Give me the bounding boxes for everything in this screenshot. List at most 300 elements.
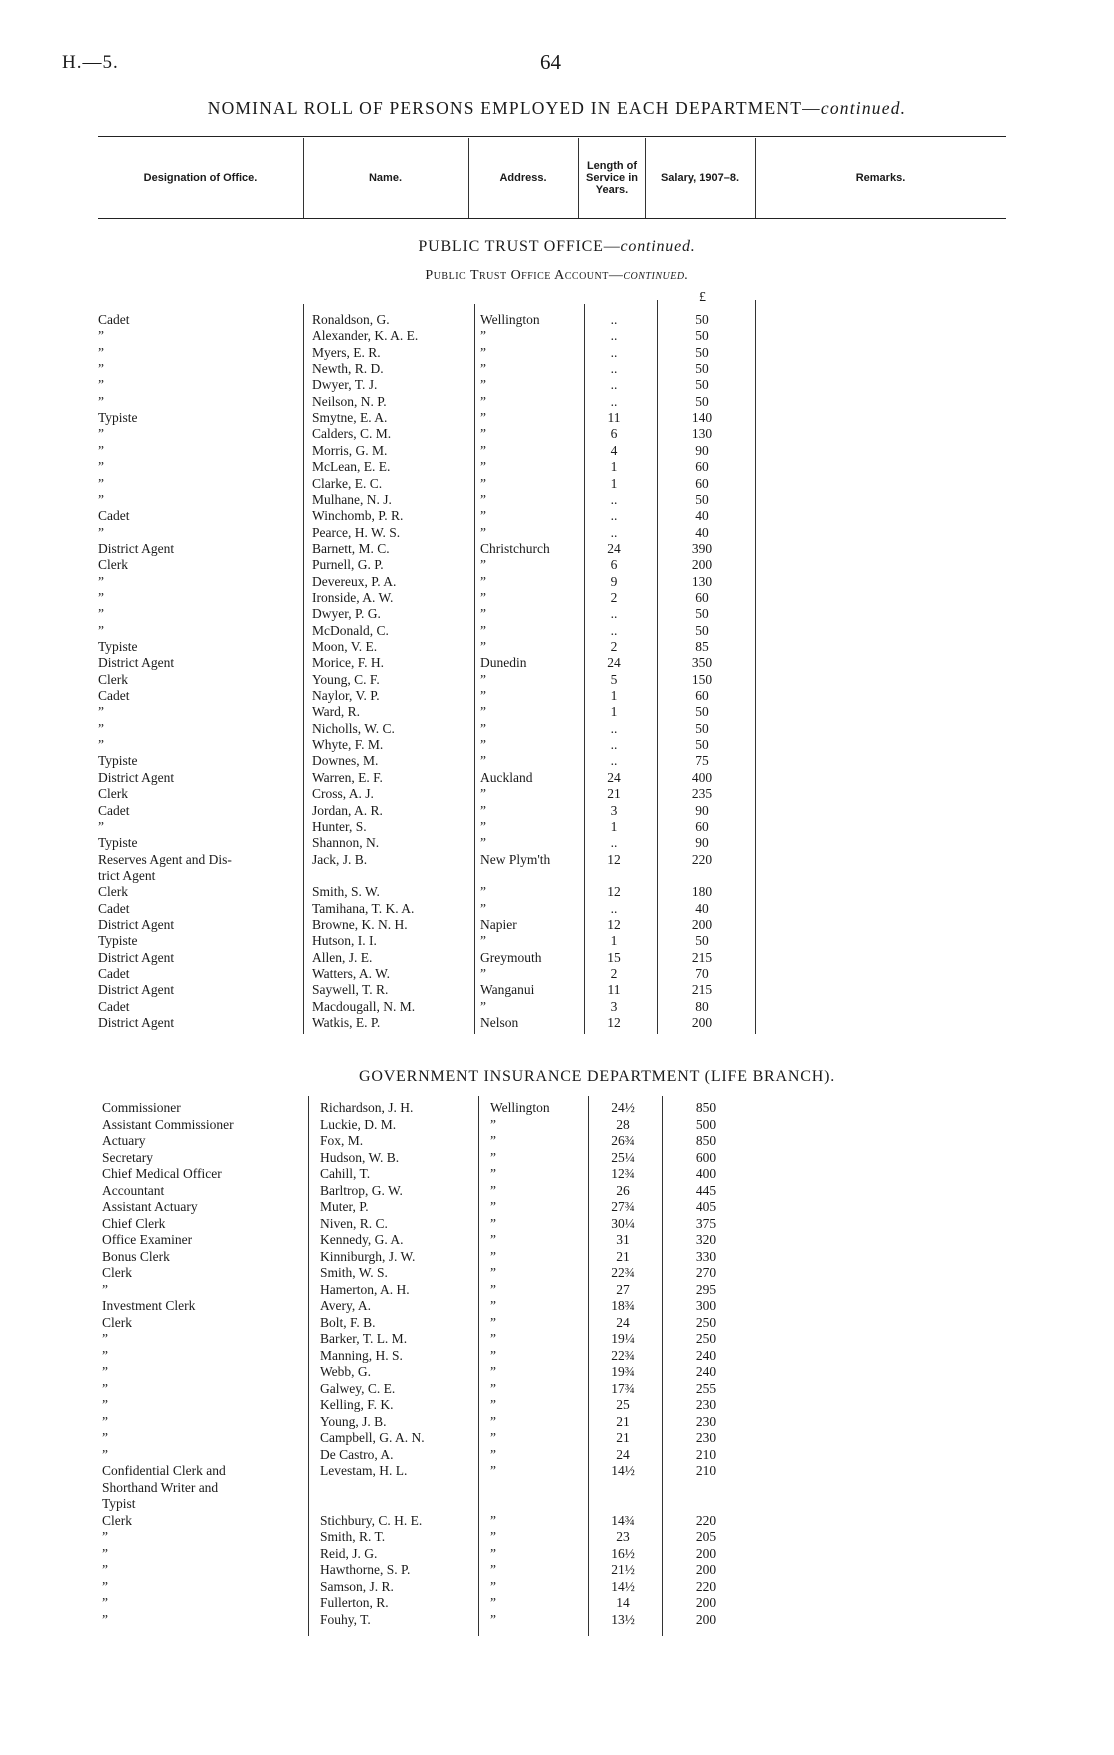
table-row	[0, 1513, 1114, 1529]
name-cell: Muter, P.	[320, 1199, 369, 1214]
table-row	[0, 688, 1114, 704]
address-cell: ”	[480, 344, 486, 360]
designation-cell: Cadet	[98, 966, 130, 981]
name-cell: Fullerton, R.	[320, 1595, 389, 1610]
name-cell: De Castro, A.	[320, 1446, 394, 1462]
name-cell: Purnell, G. P.	[312, 557, 384, 573]
designation-cell: Clerk	[102, 1314, 132, 1330]
table-row	[0, 1480, 1114, 1496]
table-row	[0, 704, 1114, 720]
table-row	[0, 884, 1114, 900]
name-cell: Manning, H. S.	[320, 1347, 403, 1363]
table-row	[0, 1150, 1114, 1166]
length-cell: 24	[616, 1446, 630, 1462]
table-row	[0, 328, 1114, 344]
header-divider	[578, 138, 579, 218]
table-row	[0, 1117, 1114, 1133]
length-cell: 24	[616, 1314, 630, 1330]
address-cell: ”	[480, 475, 486, 491]
name-cell: Kinniburgh, J. W.	[320, 1248, 416, 1264]
address-cell: ”	[480, 818, 486, 834]
name-cell: Kelling, F. K.	[320, 1397, 394, 1412]
table-row	[0, 459, 1114, 475]
name-cell: Newth, R. D.	[312, 361, 384, 377]
name-cell: Shannon, N.	[312, 835, 380, 851]
address-cell: ”	[480, 639, 486, 654]
designation-cell: ”	[102, 1331, 108, 1346]
name-cell: Downes, M.	[312, 753, 379, 769]
name-cell: Barnett, M. C.	[312, 540, 390, 556]
designation-cell: Assistant Actuary	[102, 1199, 198, 1214]
name-cell: Niven, R. C.	[320, 1215, 388, 1231]
name-cell: Levestam, H. L.	[320, 1463, 408, 1478]
salary-cell: 445	[695, 1182, 717, 1198]
length-cell: 22¾	[611, 1265, 635, 1280]
designation-cell: Cadet	[98, 508, 130, 524]
designation-cell: ”	[102, 1430, 108, 1445]
table-row	[0, 508, 1114, 524]
table-row	[0, 1562, 1114, 1578]
length-cell: 12	[607, 916, 621, 932]
address-cell: ”	[490, 1611, 496, 1627]
name-cell: Naylor, V. P.	[312, 688, 380, 704]
name-cell: Avery, A.	[320, 1298, 371, 1313]
address-cell: ”	[490, 1578, 496, 1594]
table-row	[0, 1232, 1114, 1248]
name-cell: Barker, T. L. M.	[320, 1331, 408, 1346]
designation-cell: ”	[98, 524, 104, 540]
table-row	[0, 901, 1114, 917]
name-cell: Hamerton, A. H.	[320, 1281, 410, 1297]
designation-cell: ”	[98, 426, 104, 442]
length-cell: 25	[616, 1397, 630, 1412]
designation-cell: Cadet	[98, 802, 130, 818]
column-header-name: Name.	[368, 172, 403, 184]
name-cell: Campbell, G. A. N.	[320, 1430, 425, 1445]
name-cell: Morris, G. M.	[312, 442, 388, 458]
length-cell: 1	[610, 459, 618, 475]
name-cell: Stichbury, C. H. E.	[320, 1512, 423, 1528]
address-cell: ”	[480, 622, 486, 638]
length-cell: 27	[616, 1281, 630, 1297]
name-cell: Ironside, A. W.	[312, 589, 394, 605]
name-cell: Macdougall, N. M.	[312, 998, 416, 1014]
designation-cell: ”	[102, 1347, 108, 1363]
table-row	[0, 1381, 1114, 1397]
length-cell: 14	[616, 1595, 630, 1610]
page-title-continued: continued.	[820, 98, 907, 118]
name-cell: Reid, J. G.	[320, 1545, 378, 1561]
table-row	[0, 410, 1114, 426]
table-row	[0, 1100, 1114, 1116]
salary-cell: 850	[695, 1100, 717, 1115]
table-row	[0, 574, 1114, 590]
designation-cell: ”	[102, 1380, 108, 1396]
length-cell: ..	[610, 835, 618, 851]
salary-cell: 250	[695, 1331, 717, 1346]
length-cell: 2	[610, 639, 618, 654]
salary-cell: 210	[695, 1463, 717, 1478]
table-row	[0, 835, 1114, 851]
length-cell: 18¾	[611, 1298, 635, 1313]
designation-cell: ”	[102, 1397, 108, 1412]
address-cell: ”	[480, 933, 486, 949]
designation-cell: Cadet	[98, 900, 130, 916]
name-cell: Warren, E. F.	[312, 769, 383, 785]
table-row	[0, 868, 1114, 884]
address-cell: ”	[490, 1182, 496, 1198]
salary-cell: 200	[691, 557, 713, 573]
subsection-heading	[0, 268, 1114, 284]
length-cell: ..	[610, 753, 618, 769]
section-heading-text: PUBLIC TRUST OFFICE—	[418, 238, 621, 255]
name-cell: Watkis, E. P.	[312, 1015, 381, 1031]
name-cell: Whyte, F. M.	[312, 737, 384, 753]
designation-cell: ”	[98, 344, 104, 360]
table-row	[0, 1183, 1114, 1199]
salary-cell: 200	[695, 1545, 717, 1561]
header-bottom-rule	[98, 218, 1006, 219]
length-cell: ..	[610, 361, 618, 377]
name-cell: Tamihana, T. K. A.	[312, 900, 415, 916]
table-row	[0, 1414, 1114, 1430]
length-cell: 24	[607, 540, 621, 556]
name-cell: Smith, S. W.	[312, 884, 380, 900]
address-cell: ”	[480, 328, 486, 344]
designation-cell: Typiste	[98, 933, 138, 949]
salary-cell: 295	[695, 1281, 717, 1297]
name-cell: Morice, F. H.	[312, 655, 385, 671]
salary-cell: 60	[695, 688, 709, 704]
table-row	[0, 1612, 1114, 1628]
length-cell: 11	[607, 410, 621, 426]
address-cell: ”	[490, 1413, 496, 1429]
address-cell: ”	[480, 900, 486, 916]
salary-cell: 320	[695, 1232, 717, 1247]
length-cell: 25¼	[611, 1149, 635, 1165]
header-top-rule	[98, 136, 1006, 137]
length-cell: 28	[616, 1116, 630, 1132]
name-cell: Cross, A. J.	[312, 786, 374, 802]
designation-cell: Reserves Agent and Dis-	[98, 851, 232, 867]
length-cell: 2	[610, 966, 618, 981]
section-heading-insurance: GOVERNMENT INSURANCE DEPARTMENT (LIFE BRANCH).	[358, 1068, 835, 1085]
salary-cell: 150	[691, 671, 713, 687]
salary-cell: 300	[695, 1298, 717, 1313]
salary-cell: 200	[691, 1015, 713, 1031]
designation-cell: Commissioner	[102, 1100, 181, 1115]
length-cell: 6	[610, 557, 618, 573]
address-cell: ”	[480, 737, 486, 753]
designation-cell: District Agent	[98, 655, 175, 671]
address-cell: ”	[490, 1166, 496, 1181]
length-cell: 21	[616, 1248, 630, 1264]
salary-cell: 130	[691, 573, 713, 589]
address-cell: ”	[490, 1364, 496, 1379]
address-cell: ”	[490, 1248, 496, 1264]
salary-cell: 850	[695, 1133, 717, 1148]
designation-cell: Typiste	[98, 753, 138, 769]
salary-cell: 600	[695, 1149, 717, 1165]
address-cell: ”	[490, 1281, 496, 1297]
name-cell: Myers, E. R.	[312, 344, 381, 360]
designation-cell: Shorthand Writer and	[102, 1479, 219, 1495]
address-cell: ”	[490, 1215, 496, 1231]
length-cell: 15	[607, 949, 621, 965]
subsection-heading-continued: continued.	[623, 268, 689, 283]
salary-cell: 90	[695, 802, 709, 818]
salary-cell: 330	[695, 1248, 717, 1264]
designation-cell: Confidential Clerk and	[102, 1463, 226, 1478]
length-cell: 24	[607, 655, 621, 671]
designation-cell: ”	[98, 606, 104, 622]
name-cell: Hunter, S.	[312, 818, 367, 834]
table-row	[0, 819, 1114, 835]
address-cell: ”	[480, 524, 486, 540]
address-cell: ”	[480, 361, 486, 377]
currency-symbol: £	[699, 290, 706, 305]
address-cell: ”	[480, 704, 486, 720]
address-cell: ”	[480, 589, 486, 605]
address-cell: ”	[490, 1430, 496, 1445]
salary-cell: 350	[691, 655, 713, 671]
page-title	[0, 98, 1114, 119]
salary-cell: 140	[691, 410, 713, 426]
salary-cell: 235	[691, 786, 713, 802]
name-cell: Richardson, J. H.	[320, 1100, 414, 1115]
table-row	[0, 1315, 1114, 1331]
designation-cell: Typiste	[98, 639, 138, 654]
table-row	[0, 1595, 1114, 1611]
table-row	[0, 394, 1114, 410]
designation-cell: Cadet	[98, 312, 130, 327]
name-cell: Fouhy, T.	[320, 1611, 371, 1627]
designation-cell: trict Agent	[98, 867, 156, 883]
salary-cell: 60	[695, 589, 709, 605]
salary-cell: 220	[695, 1578, 717, 1594]
designation-cell: Cadet	[98, 688, 130, 704]
table-row	[0, 770, 1114, 786]
length-cell: 14½	[611, 1463, 635, 1478]
name-cell: Dwyer, P. G.	[312, 606, 381, 622]
table-row	[0, 476, 1114, 492]
table-row	[0, 753, 1114, 769]
designation-cell: Typist	[102, 1496, 136, 1511]
table-row	[0, 1015, 1114, 1031]
address-cell: ”	[480, 442, 486, 458]
salary-cell: 50	[695, 720, 709, 736]
length-cell: ..	[610, 377, 618, 393]
table-row	[0, 737, 1114, 753]
table-row	[0, 1496, 1114, 1512]
name-cell: Jordan, A. R.	[312, 802, 383, 818]
name-cell: Ronaldson, G.	[312, 312, 390, 327]
length-cell: ..	[610, 344, 618, 360]
table-row	[0, 917, 1114, 933]
address-cell: ”	[490, 1545, 496, 1561]
length-cell: 12	[607, 1015, 621, 1031]
designation-cell: Chief Medical Officer	[102, 1166, 222, 1181]
document-reference: H.—5.	[62, 52, 119, 73]
address-cell: ”	[480, 377, 486, 393]
name-cell: Watters, A. W.	[312, 966, 391, 981]
table-row	[0, 525, 1114, 541]
address-cell: ”	[480, 459, 486, 475]
name-cell: Saywell, T. R.	[312, 982, 389, 998]
name-cell: Bolt, F. B.	[320, 1314, 376, 1330]
designation-cell: ”	[102, 1364, 108, 1379]
salary-cell: 200	[695, 1611, 717, 1627]
address-cell: ”	[490, 1446, 496, 1462]
length-cell: 21	[607, 786, 621, 802]
address-cell: ”	[490, 1397, 496, 1412]
address-cell: ”	[490, 1149, 496, 1165]
salary-cell: 230	[695, 1430, 717, 1445]
designation-cell: ”	[102, 1545, 108, 1561]
address-cell: ”	[480, 410, 486, 426]
designation-cell: ”	[98, 622, 104, 638]
salary-cell: 85	[695, 639, 709, 654]
address-cell: ”	[490, 1347, 496, 1363]
address-cell: ”	[480, 835, 486, 851]
salary-cell: 90	[695, 442, 709, 458]
length-cell: 12	[607, 884, 621, 900]
table-row	[0, 590, 1114, 606]
address-cell: Napier	[480, 916, 517, 932]
salary-cell: 50	[695, 312, 709, 327]
table-row	[0, 1348, 1114, 1364]
length-cell: ..	[610, 524, 618, 540]
length-cell: 31	[616, 1232, 630, 1247]
salary-cell: 230	[695, 1413, 717, 1429]
length-cell: 19¼	[611, 1331, 635, 1346]
designation-cell: Actuary	[102, 1133, 146, 1148]
length-cell: 24½	[611, 1100, 635, 1115]
length-cell: ..	[610, 393, 618, 409]
salary-cell: 200	[691, 916, 713, 932]
address-cell: ”	[490, 1314, 496, 1330]
name-cell: Clarke, E. C.	[312, 475, 383, 491]
name-cell: Nicholls, W. C.	[312, 720, 395, 736]
designation-cell: Cadet	[98, 998, 130, 1014]
length-cell: 21½	[611, 1562, 635, 1577]
name-cell: Alexander, K. A. E.	[312, 328, 419, 344]
salary-cell: 60	[695, 475, 709, 491]
salary-cell: 240	[695, 1364, 717, 1379]
table-row	[0, 933, 1114, 949]
length-cell: ..	[610, 737, 618, 753]
address-cell: New Plym'th	[480, 851, 551, 867]
address-cell: ”	[480, 557, 486, 573]
salary-cell: 70	[695, 966, 709, 981]
length-cell: 23	[616, 1529, 630, 1544]
column-header-designation: Designation of Office.	[143, 172, 258, 184]
length-cell: 11	[607, 982, 621, 998]
designation-cell: Clerk	[102, 1512, 132, 1528]
salary-cell: 230	[695, 1397, 717, 1412]
table-row	[0, 982, 1114, 998]
name-cell: Browne, K. N. H.	[312, 916, 408, 932]
salary-cell: 50	[695, 393, 709, 409]
designation-cell: ”	[98, 361, 104, 377]
table-row	[0, 606, 1114, 622]
designation-cell: ”	[98, 442, 104, 458]
column-header-length: Length of Service in Years.	[586, 160, 638, 196]
address-cell: Nelson	[480, 1015, 519, 1031]
length-cell: 3	[610, 998, 618, 1014]
designation-cell: ”	[102, 1562, 108, 1577]
designation-cell: Clerk	[102, 1265, 132, 1280]
designation-cell: ”	[102, 1611, 108, 1627]
table-row	[0, 312, 1114, 328]
designation-cell: ”	[102, 1413, 108, 1429]
address-cell: ”	[480, 491, 486, 507]
salary-cell: 375	[695, 1215, 717, 1231]
length-cell: ..	[610, 622, 618, 638]
name-cell: Young, J. B.	[320, 1413, 387, 1429]
salary-cell: 130	[691, 426, 713, 442]
length-cell: 4	[610, 442, 618, 458]
table-row	[0, 1216, 1114, 1232]
address-cell: ”	[480, 802, 486, 818]
table-row	[0, 852, 1114, 868]
address-cell: ”	[490, 1298, 496, 1313]
table-row	[0, 541, 1114, 557]
name-cell: Hawthorne, S. P.	[320, 1562, 411, 1577]
table-row	[0, 443, 1114, 459]
address-cell: Wellington	[490, 1100, 550, 1115]
designation-cell: ”	[98, 328, 104, 344]
address-cell: Auckland	[480, 769, 533, 785]
name-cell: Luckie, D. M.	[320, 1116, 397, 1132]
salary-cell: 205	[695, 1529, 717, 1544]
address-cell: ”	[480, 606, 486, 622]
name-cell: Kennedy, G. A.	[320, 1232, 404, 1247]
salary-cell: 50	[695, 361, 709, 377]
column-header-remarks: Remarks.	[855, 172, 906, 184]
salary-cell: 50	[695, 491, 709, 507]
name-cell: Young, C. F.	[312, 671, 380, 687]
address-cell: ”	[490, 1595, 496, 1610]
salary-cell: 40	[695, 524, 709, 540]
salary-cell: 210	[695, 1446, 717, 1462]
table-row	[0, 1529, 1114, 1545]
address-cell: ”	[480, 966, 486, 981]
address-cell: ”	[480, 671, 486, 687]
name-cell: Calders, C. M.	[312, 426, 392, 442]
salary-cell: 60	[695, 459, 709, 475]
designation-cell: District Agent	[98, 1015, 175, 1031]
address-cell: ”	[490, 1562, 496, 1577]
designation-cell: ”	[98, 818, 104, 834]
length-cell: 22¾	[611, 1347, 635, 1363]
salary-cell: 50	[695, 606, 709, 622]
designation-cell: ”	[102, 1578, 108, 1594]
name-cell: Cahill, T.	[320, 1166, 371, 1181]
salary-cell: 220	[691, 851, 713, 867]
salary-cell: 50	[695, 622, 709, 638]
salary-cell: 215	[691, 982, 713, 998]
salary-cell: 215	[691, 949, 713, 965]
table-row	[0, 1133, 1114, 1149]
name-cell: Allen, J. E.	[312, 949, 373, 965]
salary-cell: 90	[695, 835, 709, 851]
designation-cell: ”	[98, 573, 104, 589]
address-cell: ”	[480, 753, 486, 769]
length-cell: 19¾	[611, 1364, 635, 1379]
salary-cell: 500	[695, 1116, 717, 1132]
length-cell: ..	[610, 328, 618, 344]
